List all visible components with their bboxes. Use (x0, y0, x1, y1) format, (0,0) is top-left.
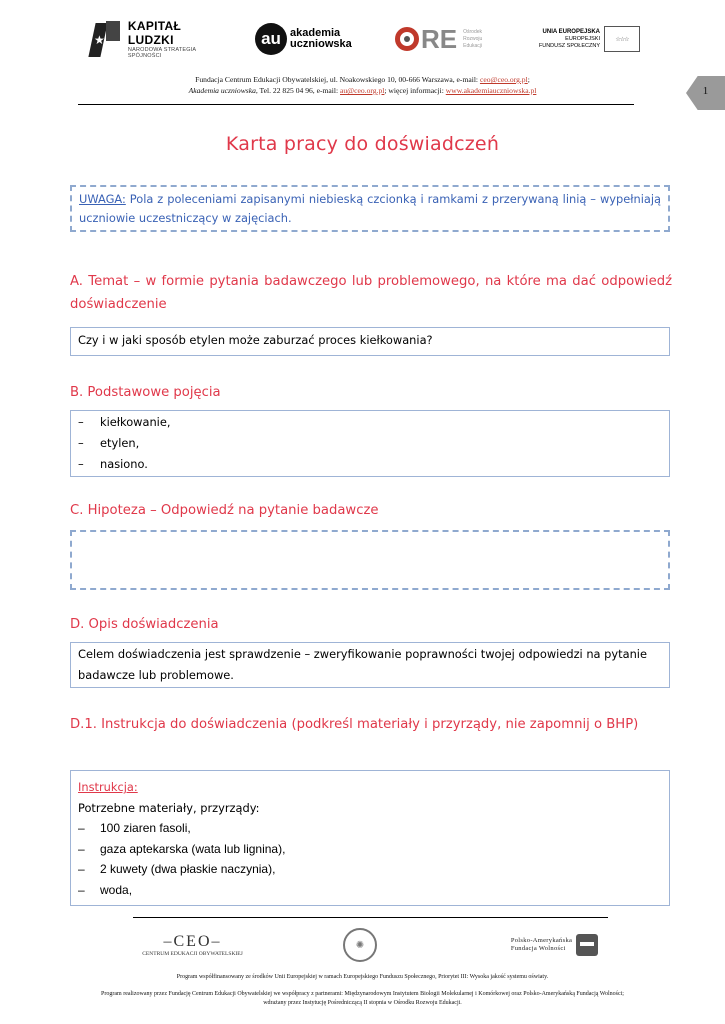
section-d1-box (70, 770, 670, 906)
pafw-logo (497, 928, 612, 962)
ue-line2: EUROPEJSKI (565, 35, 600, 42)
materials-list (78, 818, 662, 900)
ore-mark: RE (421, 23, 458, 54)
section-d1-heading: D.1. Instrukcja do doświadczenia (podkreśl materiały i przyrządy, nie zapomnij o BHP) (70, 717, 639, 732)
au-email-link[interactable]: au@ceo.org.pl (340, 86, 385, 95)
page-title: Karta pracy do doświadczeń (225, 133, 500, 155)
section-a-content: Czy i w jaki sposób etylen może zaburzać proces kiełkowania? (78, 333, 433, 347)
au-line1: akademia (290, 27, 341, 39)
ceo-name: CENTRUM EDUKACJI OBYWATELSKIEJ (142, 951, 243, 957)
section-d-heading: D. Opis doświadczenia (70, 617, 219, 632)
concepts-list (78, 412, 662, 475)
footer-note-2: Program realizowany przez Fundację Centrum Edukacji Obywatelskiej we współpracy z partnerami: Międzynarodowym Instytutem Biologii Molekularnej i Komórkowej oraz Polsko-Amerykańską Fundacją Wolności; (101, 991, 624, 997)
header-info (80, 74, 645, 96)
pa-line2: Fundacja Wolności (510, 945, 566, 952)
section-b-heading: B. Podstawowe pojęcia (70, 385, 221, 400)
page-number-tab (686, 76, 725, 110)
iimcb-seal-logo (340, 928, 380, 962)
header-logos (90, 14, 650, 64)
footer-note-1: Program współfinansowany ze środków Unii Europejskiej w ramach Europejskiego Funduszu Społecznego, Priorytet III: Wysoka jakość systemu oświaty. (176, 974, 549, 980)
materials-intro: Potrzebne materiały, przyrządy: (78, 800, 260, 815)
note-text: Pola z poleceniami zapisanymi niebieską czcionką i ramkami z przerywaną linią – wypełniają uczniowie uczestniczący w zajęciach. (79, 192, 661, 225)
section-c-heading: C. Hipoteza – Odpowiedź na pytanie badawcze (70, 503, 379, 518)
ue-line1: UNIA EUROPEJSKA (542, 28, 600, 35)
info-line2-more: ; więcej informacji: (384, 86, 446, 95)
kapital-ludzki-subtitle: NARODOWA STRATEGIA SPÓJNOŚCI (127, 47, 197, 59)
instruction-label: Instrukcja: (78, 780, 138, 794)
ceo-mark: –CEO– (163, 933, 222, 950)
eu-flag-icon: ☆☆☆ (604, 26, 640, 52)
page-number: 1 (702, 85, 709, 97)
list-item: – 2 kuwety (dwa płaskie naczynia), (78, 859, 662, 880)
list-item: – 100 ziaren fasoli, (78, 818, 662, 839)
info-line2-mid: , Tel. 22 825 04 96, e-mail: (255, 86, 341, 95)
section-d-content: Celem doświadczenia jest sprawdzenie – zweryfikowanie poprawności twojej odpowiedzi na pytanie badawcze lub problemowe. (78, 647, 647, 682)
info-line1-suffix: ; (527, 75, 530, 84)
pa-line1: Polsko-Amerykańska (510, 937, 573, 944)
info-line1-prefix: Fundacja Centrum Edukacji Obywatelskiej, ul. Noakowskiego 10, 00-666 Warszawa, e-mail: (195, 75, 480, 84)
ore-sub3: Edukacji (463, 42, 483, 49)
list-item: – etylen, (78, 433, 662, 454)
ue-line3: FUNDUSZ SPOŁECZNY (538, 42, 600, 49)
list-item: – nasiono. (78, 454, 662, 475)
list-item: – kiełkowanie, (78, 412, 662, 433)
ore-sub2: Rozwoju (463, 35, 483, 42)
au-icon: au (255, 23, 287, 55)
note-box[interactable] (70, 185, 670, 232)
hypothesis-input-box[interactable] (70, 530, 670, 590)
note-label: UWAGA: (79, 192, 126, 206)
kapital-ludzki-title: KAPITAŁ LUDZKI (127, 19, 182, 47)
ceo-email-link[interactable]: ceo@ceo.org.pl (479, 75, 528, 84)
section-d-box (70, 642, 670, 688)
ue-logo (530, 14, 650, 64)
website-link[interactable]: www.akademiauczniowska.pl (445, 86, 537, 95)
section-a-heading: A. Temat – w formie pytania badawczego lub problemowego, na które ma dać odpowiedź doświadczenie (70, 274, 672, 312)
ore-logo (395, 14, 505, 64)
kapital-ludzki-icon: ★ (90, 19, 122, 59)
footer-note-3: wdrażany przez Instytucję Pośredniczącą II stopnia w Ośrodku Rozwoju Edukacji. (263, 1000, 462, 1006)
pafw-flag-icon (576, 934, 598, 956)
seal-icon: ✺ (343, 928, 377, 962)
ore-sub1: Ośrodek (463, 28, 483, 35)
au-line2: uczniowska (290, 38, 352, 50)
list-item: – gaza aptekarska (wata lub lignina), (78, 839, 662, 860)
header-divider (78, 104, 634, 105)
ceo-logo (135, 928, 250, 962)
section-a-box (70, 327, 670, 356)
footer-divider (133, 917, 608, 918)
section-b-box (70, 410, 670, 477)
ore-icon (395, 27, 419, 51)
kapital-ludzki-logo (90, 14, 225, 64)
akademia-uczniowska-logo (255, 14, 355, 64)
list-item: – woda, (78, 880, 662, 901)
info-line2-name: Akademia uczniowska (188, 86, 256, 95)
